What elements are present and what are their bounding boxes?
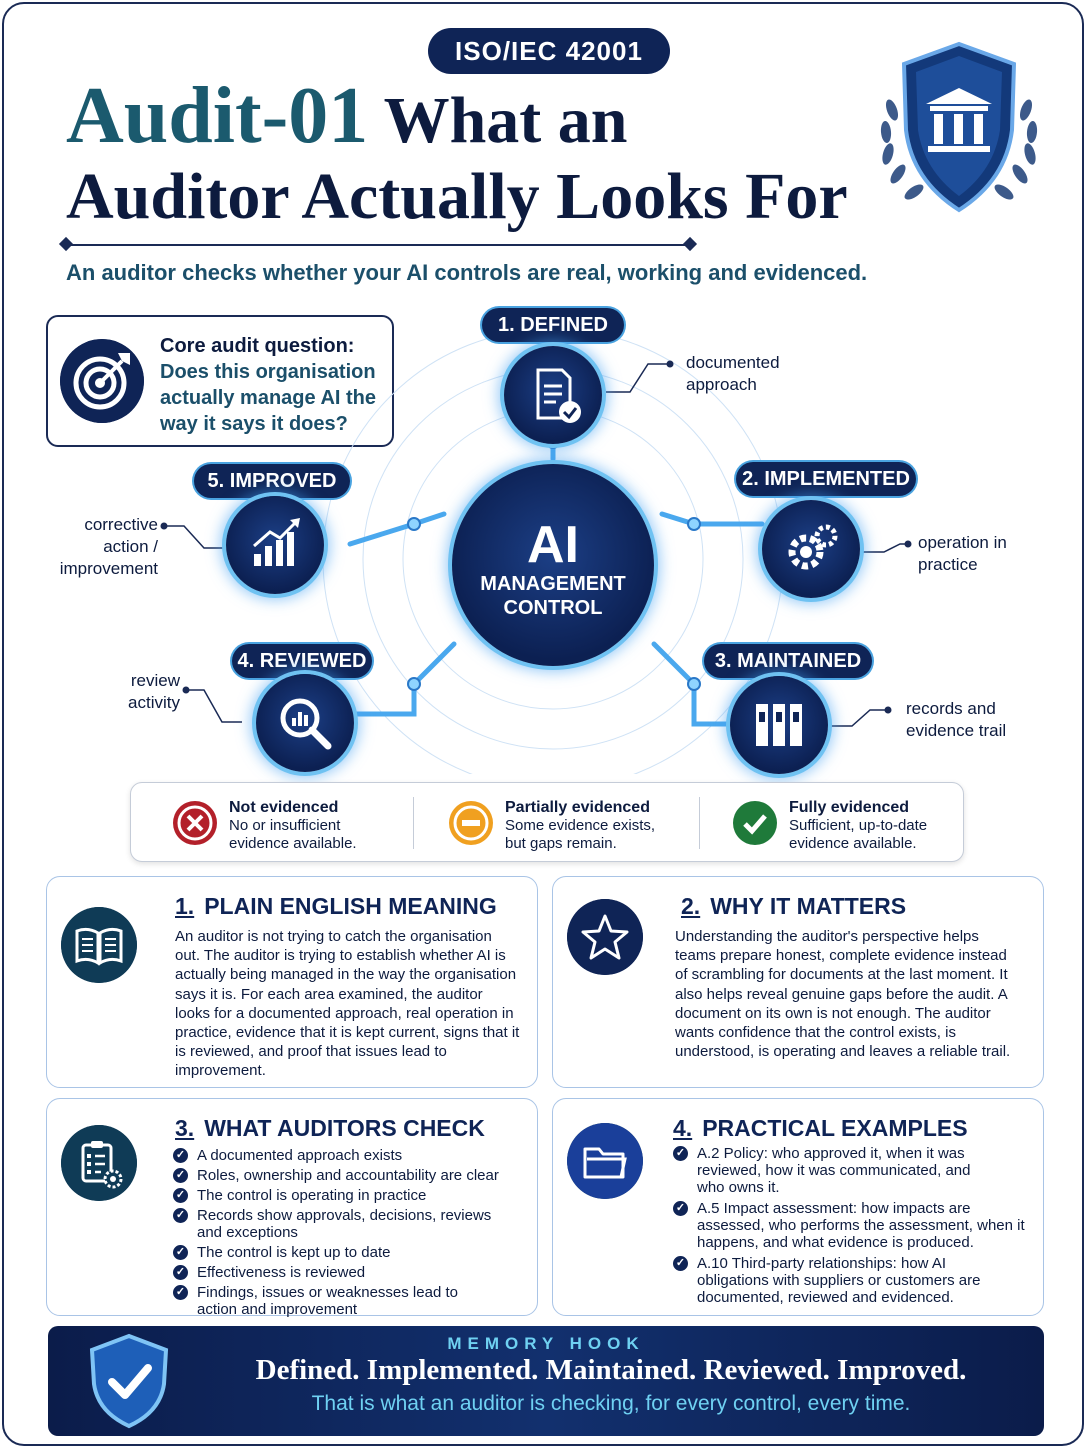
badge-reviewed: 4. REVIEWED	[232, 644, 372, 678]
node-reviewed	[256, 674, 354, 772]
standard-pill: ISO/IEC 42001	[428, 28, 670, 74]
card-text: Understanding the auditor's perspective helps teams prepare honest, complete evidence instead of scrambling for documents at the last moment. It also helps reveal genuine gaps before the audit. A document on its own is not enough. The auditor wants confidence that the control exists, is understood, is operating and leaves a reliable trail.	[675, 928, 1011, 1061]
card-what-auditors-check	[46, 1098, 538, 1316]
center-line-2: CONTROL	[503, 597, 603, 619]
card-number: 3.	[175, 1115, 195, 1141]
title-rest: What an	[383, 84, 628, 157]
list-item: ✓ A.5 Impact assessment: how impacts are assessed, who performs the assessment, when it happens, and what evidence is produced.	[673, 1200, 1029, 1251]
subtitle: An auditor checks whether your AI controls are real, working and evidenced.	[66, 260, 868, 285]
desc-implemented: operation in practice	[918, 533, 1007, 574]
card-why-it-matters	[552, 876, 1044, 1088]
growth-chart-icon	[226, 496, 324, 594]
memory-hook-banner	[48, 1326, 1044, 1436]
legend-not-evidenced	[171, 795, 411, 851]
clipboard-gear-icon	[61, 1125, 137, 1201]
card-practical-examples	[552, 1098, 1044, 1316]
list-item: ✓ A documented approach exists	[173, 1147, 513, 1164]
document-check-icon	[504, 346, 602, 444]
evidence-legend	[130, 782, 964, 862]
desc-maintained: records and evidence trail	[906, 699, 1007, 740]
page-title	[66, 72, 848, 235]
node-maintained	[730, 676, 828, 774]
card-title	[175, 1115, 485, 1142]
legend-desc-0: No or insufficient evidence available.	[229, 817, 357, 852]
list-item: ✓ The control is kept up to date	[173, 1244, 513, 1261]
legend-title-1: Partially evidenced	[505, 799, 650, 816]
list-item: ✓ A.2 Policy: who approved it, when it was reviewed, how it was communicated, and who owns it.	[673, 1145, 973, 1196]
center-line-1: MANAGEMENT	[480, 573, 626, 595]
node-improved	[226, 496, 324, 594]
list-item: ✓ Roles, ownership and accountability are clear	[173, 1167, 513, 1184]
core-question-text: Does this organisation actually manage AI the way it says it does?	[160, 361, 376, 435]
badge-maintained: 3. MAINTAINED	[704, 644, 872, 678]
card-plain-english	[46, 876, 538, 1088]
card-number: 2.	[681, 893, 701, 919]
badge-defined: 1. DEFINED	[482, 308, 624, 342]
desc-defined: documented approach	[686, 353, 780, 394]
legend-divider	[699, 797, 700, 849]
list-item: ✓ A.10 Third-party relationships: how AI obligations with suppliers or customers are documented, reviewed and evidenced.	[673, 1255, 993, 1306]
list-item: ✓ The control is operating in practice	[173, 1187, 513, 1204]
open-book-icon	[61, 907, 137, 983]
magnifier-chart-icon	[256, 674, 354, 772]
card-title	[673, 1115, 968, 1142]
title-divider	[66, 244, 690, 246]
legend-desc-2: Sufficient, up-to-date evidence available.	[789, 817, 928, 852]
memory-hook-sub: That is what an auditor is checking, for every control, every time.	[311, 1392, 911, 1415]
desc-improved: corrective action / improvement	[59, 515, 158, 578]
card-number: 4.	[673, 1115, 693, 1141]
node-defined	[504, 346, 602, 444]
gears-icon	[762, 500, 860, 598]
card-heading: WHAT AUDITORS CHECK	[204, 1115, 485, 1141]
memory-hook-main: Defined. Implemented. Maintained. Reviewed. Improved.	[255, 1354, 967, 1386]
center-ai: AI	[527, 516, 579, 574]
node-implemented	[762, 500, 860, 598]
legend-fully-evidenced	[731, 795, 971, 851]
card-heading: PRACTICAL EXAMPLES	[702, 1115, 968, 1141]
memory-hook-kicker: MEMORY HOOK	[447, 1334, 645, 1353]
check-list	[173, 1147, 513, 1318]
card-title	[175, 893, 497, 920]
card-text: An auditor is not trying to catch the organisation out. The auditor is trying to establish whether AI is actually being managed in the way the organisation says it is. For each area examined, the auditor looks for a documented approach, real operation in practice, evidence that it is kept current, signs that it is reviewed, and proof that issues lead to improvement.	[175, 928, 520, 1080]
card-title	[681, 893, 906, 920]
binders-icon	[730, 676, 828, 774]
minus-circle-icon	[447, 799, 495, 847]
legend-desc-1: Some evidence exists, but gaps remain.	[505, 817, 656, 852]
examples-list	[673, 1145, 1029, 1306]
desc-reviewed: review activity	[128, 671, 180, 712]
center-label	[456, 518, 650, 620]
legend-partially-evidenced	[447, 795, 687, 851]
legend-divider	[413, 797, 414, 849]
title-accent: Audit-01	[66, 72, 369, 160]
infographic-frame	[2, 2, 1084, 1446]
star-icon	[567, 899, 643, 975]
badge-implemented: 2. IMPLEMENTED	[736, 462, 916, 496]
core-question-label: Core audit question:	[160, 335, 355, 357]
card-heading: PLAIN ENGLISH MEANING	[204, 893, 497, 919]
list-item: ✓ Findings, issues or weaknesses lead to action and improvement	[173, 1284, 473, 1318]
card-heading: WHY IT MATTERS	[710, 893, 907, 919]
badge-improved: 5. IMPROVED	[194, 464, 350, 498]
shield-logo-icon	[874, 40, 1044, 220]
folder-icon	[567, 1123, 643, 1199]
check-circle-icon	[731, 799, 779, 847]
list-item: ✓ Records show approvals, decisions, reviews and exceptions	[173, 1207, 493, 1241]
legend-title-2: Fully evidenced	[789, 799, 910, 816]
list-item: ✓ Effectiveness is reviewed	[173, 1264, 513, 1281]
legend-title-0: Not evidenced	[229, 799, 339, 816]
x-circle-icon	[171, 799, 219, 847]
title-line-2: Auditor Actually Looks For	[66, 160, 848, 233]
card-number: 1.	[175, 893, 195, 919]
